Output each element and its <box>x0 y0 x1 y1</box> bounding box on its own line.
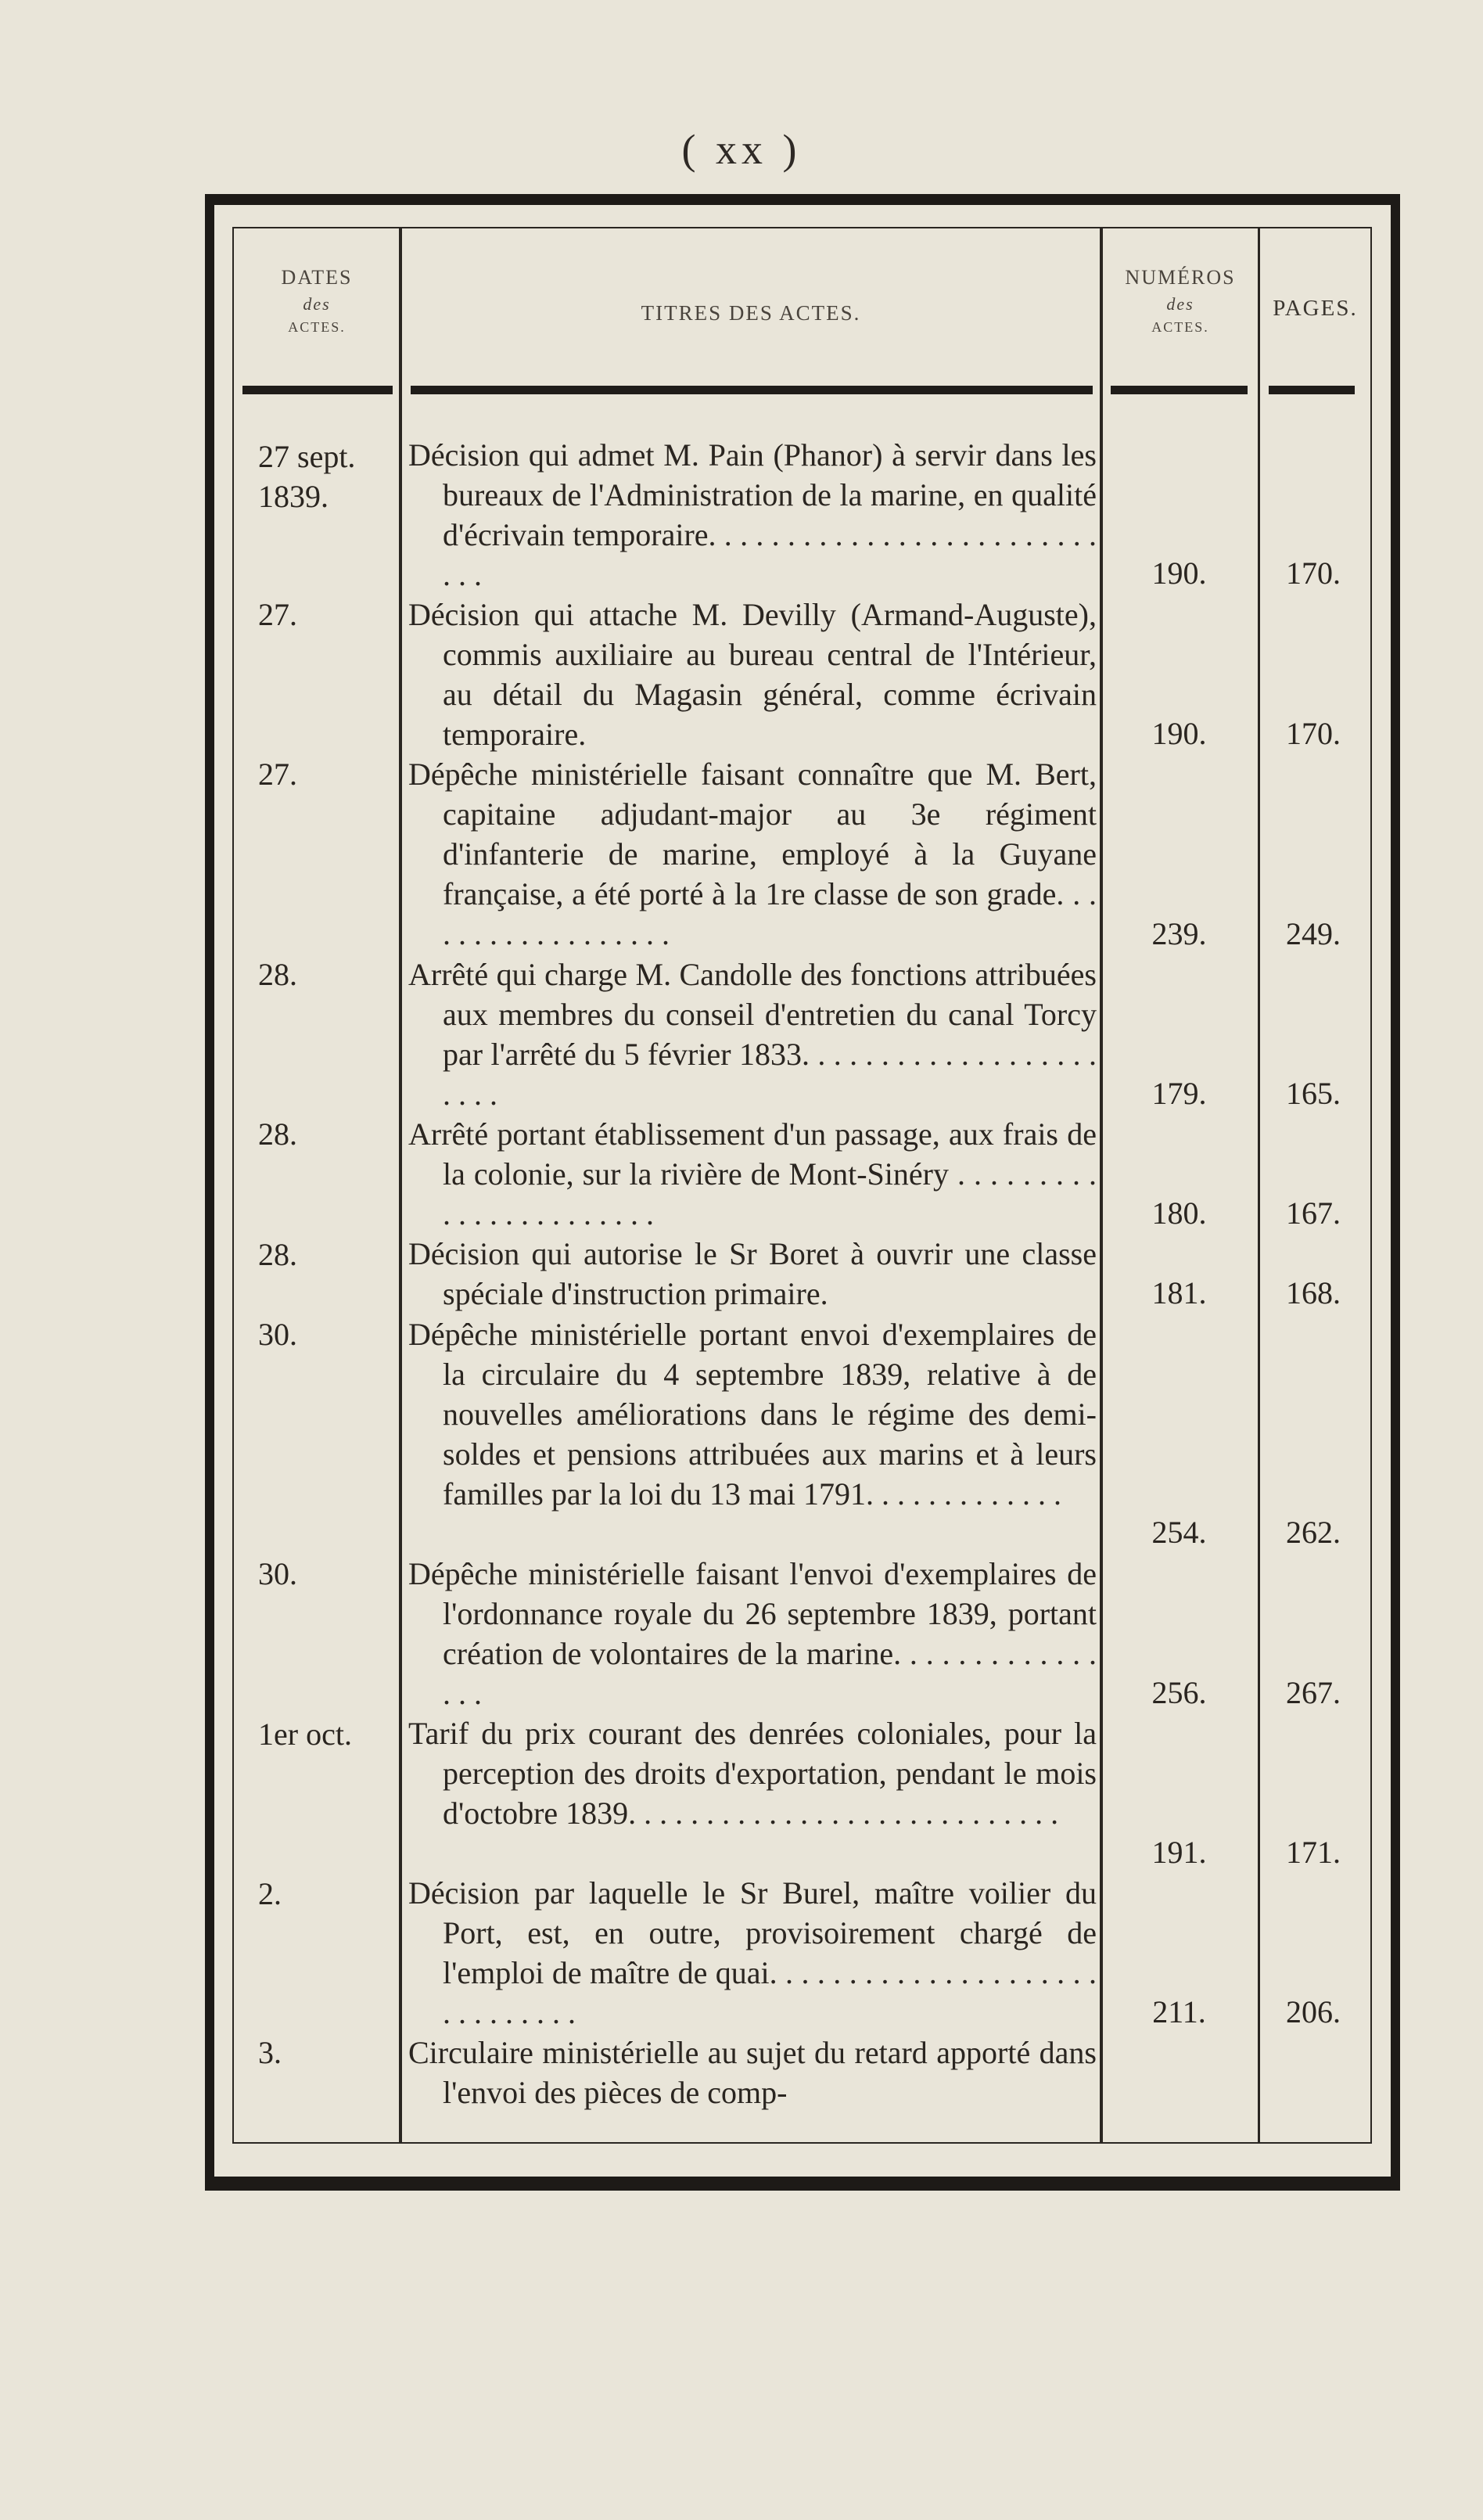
row-page: 206. <box>1286 1994 1341 2029</box>
row-title: Décision qui admet M. Pain (Phanor) à servir dans les bureaux de l'Administration de la marine, en qualité d'écrivain temporaire. . . . . . . . . . . . . . . . . . . . . . . . . . . . <box>408 437 1097 592</box>
row-title: Arrêté qui charge M. Candolle des fonctions attribuées aux membres du conseil d'entretien du canal Torcy par l'arrêté du 5 février 1833. . . . . . . . . . . . . . . . . . . . . . . <box>408 957 1097 1112</box>
row-numero: 191. <box>1151 1835 1207 1870</box>
inner-top-rule <box>232 227 1372 228</box>
row-numero: 180. <box>1151 1195 1207 1231</box>
row-title: Dépêche ministérielle faisant l'envoi d'exemplaires de l'ordonnance royale du 26 septembre 1839, portant création de volontaires de la marine. . . . . . . . . . . . . . . . <box>408 1556 1097 1711</box>
row-page: 167. <box>1286 1195 1341 1231</box>
row-numero: 190. <box>1151 555 1207 591</box>
row-page: 170. <box>1286 716 1341 751</box>
header-pages: PAGES. <box>1273 296 1358 321</box>
header-numeros-line2: des <box>1166 294 1194 314</box>
row-date: 27 sept. <box>258 439 356 474</box>
row-numero: 256. <box>1151 1675 1207 1710</box>
row-date: 30. <box>258 1556 297 1591</box>
row-page: 170. <box>1286 555 1341 591</box>
row-date: 3. <box>258 2035 282 2070</box>
row-title: Dépêche ministérielle portant envoi d'exemplaires de la circulaire du 4 septembre 1839, relative à de nouvelles améliorations dans le régime des demi-soldes et pensions attribuées aux marins et à leurs familles par la loi du 13 mai 1791. . . . . . . . . . . . . <box>408 1317 1097 1512</box>
row-date-year: 1839. <box>258 479 329 514</box>
row-date: 27. <box>258 597 297 632</box>
row-title: Arrêté portant établissement d'un passage, aux frais de la colonie, sur la rivière de Mont-Sinéry . . . . . . . . . . . . . . . . . . . . . . . <box>408 1116 1097 1231</box>
row-page: 249. <box>1286 916 1341 951</box>
header-rule-numeros <box>1111 386 1248 394</box>
row-page: 262. <box>1286 1515 1341 1550</box>
header-rule-dates <box>242 386 393 394</box>
header-rule-pages <box>1269 386 1355 394</box>
row-page: 165. <box>1286 1076 1341 1111</box>
row-title: Décision qui attache M. Devilly (Armand-Auguste), commis auxiliaire au bureau central de l'Intérieur, au détail du Magasin général, comme écrivain temporaire. <box>408 597 1097 752</box>
inner-left-rule <box>232 227 234 2144</box>
header-numeros-line3: ACTES. <box>1151 319 1209 335</box>
row-page: 168. <box>1286 1275 1341 1310</box>
inner-bottom-rule <box>232 2142 1372 2144</box>
row-title: Tarif du prix courant des denrées coloniales, pour la perception des droits d'exportation, pendant le mois d'octobre 1839. . . . . . . . . . . . . . . . . . . . . . . . . . . . <box>408 1716 1097 1831</box>
row-numero: 254. <box>1151 1515 1207 1550</box>
row-numero: 181. <box>1151 1275 1207 1310</box>
header-dates-line2: des <box>303 294 331 314</box>
header-dates <box>235 266 399 336</box>
row-date: 28. <box>258 1237 297 1272</box>
header-numeros-line1: NUMÉROS <box>1125 266 1236 289</box>
page-number: ( xx ) <box>681 126 802 173</box>
row-date: 27. <box>258 757 297 792</box>
row-date: 2. <box>258 1876 282 1911</box>
row-numero: 179. <box>1151 1076 1207 1111</box>
row-page: 171. <box>1286 1835 1341 1870</box>
row-date: 28. <box>258 957 297 992</box>
row-title: Décision qui autorise le Sr Boret à ouvrir une classe spéciale d'instruction primaire. <box>408 1236 1097 1311</box>
row-title: Décision par laquelle le Sr Burel, maître voilier du Port, est, en outre, provisoirement chargé de l'emploi de maître de quai. . . . . . . . . . . . . . . . . . . . . . . . . . . . . . <box>408 1875 1097 2030</box>
row-numero: 211. <box>1152 1994 1206 2029</box>
row-page: 267. <box>1286 1675 1341 1710</box>
header-dates-line3: ACTES. <box>288 319 346 335</box>
column-rule-dates <box>399 227 402 2144</box>
header-titles: TITRES DES ACTES. <box>641 301 861 325</box>
header-dates-line1: DATES <box>281 266 353 289</box>
row-numero: 190. <box>1151 716 1207 751</box>
header-rule-titles <box>411 386 1093 394</box>
inner-right-rule <box>1370 227 1372 2144</box>
row-date: 30. <box>258 1317 297 1352</box>
row-title: Circulaire ministérielle au sujet du retard apporté dans l'envoi des pièces de comp- <box>408 2035 1097 2110</box>
header-numeros <box>1103 266 1258 336</box>
row-numero: 239. <box>1151 916 1207 951</box>
row-title: Dépêche ministérielle faisant connaître que M. Bert, capitaine adjudant-major au 3e régiment d'infanterie de marine, employé à la Guyane française, a été porté à la 1re classe de son grade. . . . . . . . . . . . . . . . . . <box>408 757 1097 951</box>
row-date: 1er oct. <box>258 1717 352 1752</box>
column-rule-titles <box>1100 227 1103 2144</box>
row-date: 28. <box>258 1116 297 1152</box>
